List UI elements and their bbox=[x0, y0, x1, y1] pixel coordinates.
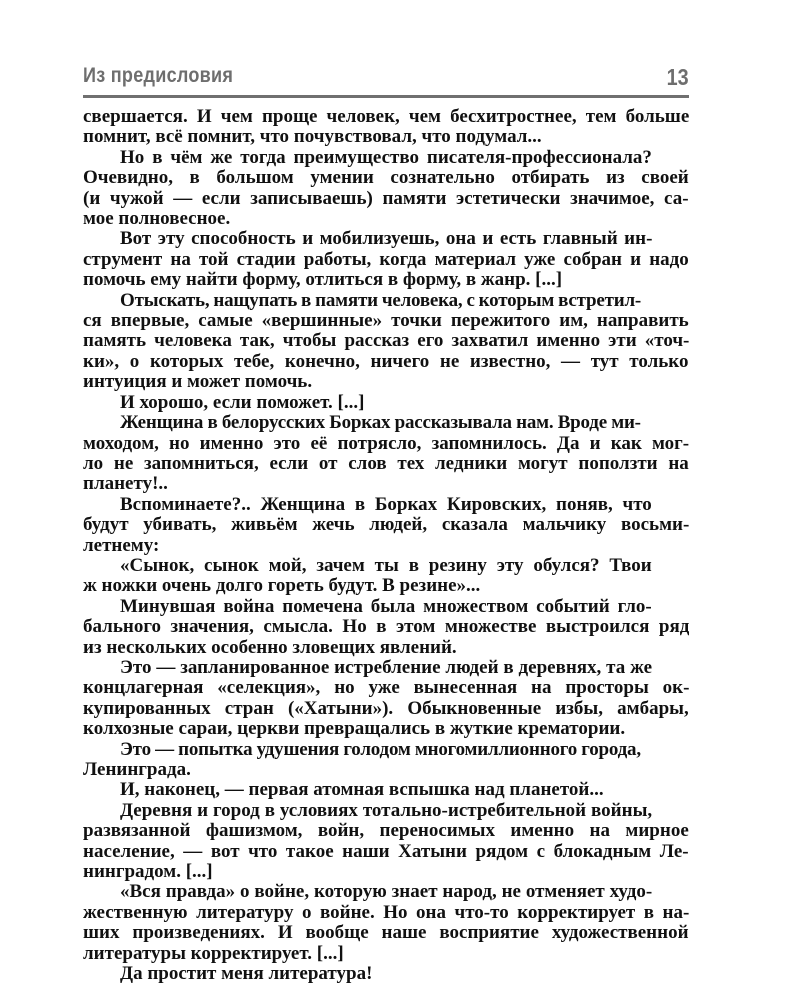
text-line: Деревня и город в условиях тотально-истребительной войны, bbox=[120, 800, 653, 821]
text-line: свершается. И чем проще человек, чем бесхитростнее, тем больше bbox=[83, 107, 689, 127]
text-line: развязанной фашизмом, войн, переносимых именно на мирное bbox=[83, 821, 689, 842]
text-line: ших произведениях. И вообще наше восприятие художественной bbox=[83, 923, 689, 944]
text-line: концлагерная «селекция», но уже вынесенная на просторы ок- bbox=[83, 678, 689, 699]
text-line: ки», о которых тебе, конечно, ничего не известно, — тут только bbox=[83, 351, 689, 372]
text-line: Ленинграда. bbox=[83, 760, 191, 780]
text-line: мое полновесное. bbox=[83, 209, 231, 230]
page-number: 13 bbox=[666, 64, 689, 90]
text-line: помочь ему найти форму, отлиться в форму, в жанр. [...] bbox=[83, 270, 563, 291]
text-line: планету!.. bbox=[83, 474, 168, 495]
text-line: Да простит меня литература! bbox=[120, 964, 373, 985]
text-line: моходом, но именно это её потрясло, запомнилось. Да и как мог- bbox=[83, 433, 689, 454]
text-line: летнему: bbox=[83, 535, 160, 556]
running-header bbox=[83, 64, 689, 98]
text-line: ло не запомниться, если от слов тех ледники могут поползти на bbox=[83, 453, 689, 474]
text-line: Вот эту способность и мобилизуешь, она и есть главный ин- bbox=[120, 229, 653, 250]
text-line: Женщина в белорусских Борках рассказывала нам. Вроде ми- bbox=[120, 413, 641, 434]
text-line: «Вся правда» о войне, которую знает народ, не отменяет худо- bbox=[120, 882, 653, 903]
text-line: из нескольких особенно зловещих явлений. bbox=[83, 637, 457, 658]
text-line: население, — вот что такое наши Хатыни рядом с блокадным Ле- bbox=[83, 841, 689, 862]
text-line: (и чужой — если записываешь) памяти эстетически значимое, са- bbox=[83, 188, 689, 209]
text-line: память человека так, чтобы рассказ его захватил именно эти «точ- bbox=[83, 331, 689, 352]
section-title: Из предисловия bbox=[83, 64, 234, 87]
text-line: И, наконец, — первая атомная вспышка над планетой... bbox=[120, 780, 604, 801]
text-line: интуиция и может помочь. bbox=[83, 372, 313, 393]
text-line: Вспоминаете?.. Женщина в Борках Кировских, поняв, что bbox=[120, 494, 652, 515]
text-line: Отыскать, нащупать в памяти человека, с которым встретил- bbox=[120, 290, 642, 311]
text-line: Но в чём же тогда преимущество писателя-профессионала? bbox=[120, 147, 652, 168]
text-line: жественную литературу о войне. Но она что-то корректирует в на- bbox=[83, 902, 689, 923]
text-line: ся впервые, самые «вершинные» точки пережитого им, направить bbox=[83, 311, 689, 332]
text-line: И хорошо, если поможет. [...] bbox=[120, 392, 365, 413]
text-line: литературы корректирует. [...] bbox=[83, 943, 344, 964]
text-line: бального значения, смысла. Но в этом множестве выстроился ряд bbox=[83, 617, 689, 638]
text-line: Очевидно, в большом умении сознательно отбирать из своей bbox=[83, 168, 689, 189]
text-line: Это — попытка удушения голодом многомиллионного города, bbox=[120, 739, 641, 760]
header-rule bbox=[83, 95, 689, 98]
text-line: будут убивать, живьём жечь людей, сказала мальчику восьми- bbox=[83, 515, 689, 536]
text-line: «Сынок, сынок мой, зачем ты в резину эту обулся? Твои bbox=[120, 555, 652, 576]
text-line: струмент на той стадии работы, когда материал уже собран и надо bbox=[83, 249, 689, 270]
text-line: ж ножки очень долго гореть будут. В резине»... bbox=[83, 576, 481, 597]
text-line: нинградом. [...] bbox=[83, 862, 213, 883]
text-line: Это — запланированное истребление людей в деревнях, та же bbox=[120, 657, 653, 678]
text-line: Минувшая война помечена была множеством событий гло- bbox=[120, 596, 652, 617]
text-line: купированных стран («Хатыни»). Обыкновенные избы, амбары, bbox=[83, 698, 689, 719]
body-text bbox=[83, 107, 689, 984]
text-line: помнит, всё помнит, что почувствовал, что подумал... bbox=[83, 127, 542, 148]
text-line: колхозные сараи, церкви превращались в жуткие крематории. bbox=[83, 719, 626, 740]
